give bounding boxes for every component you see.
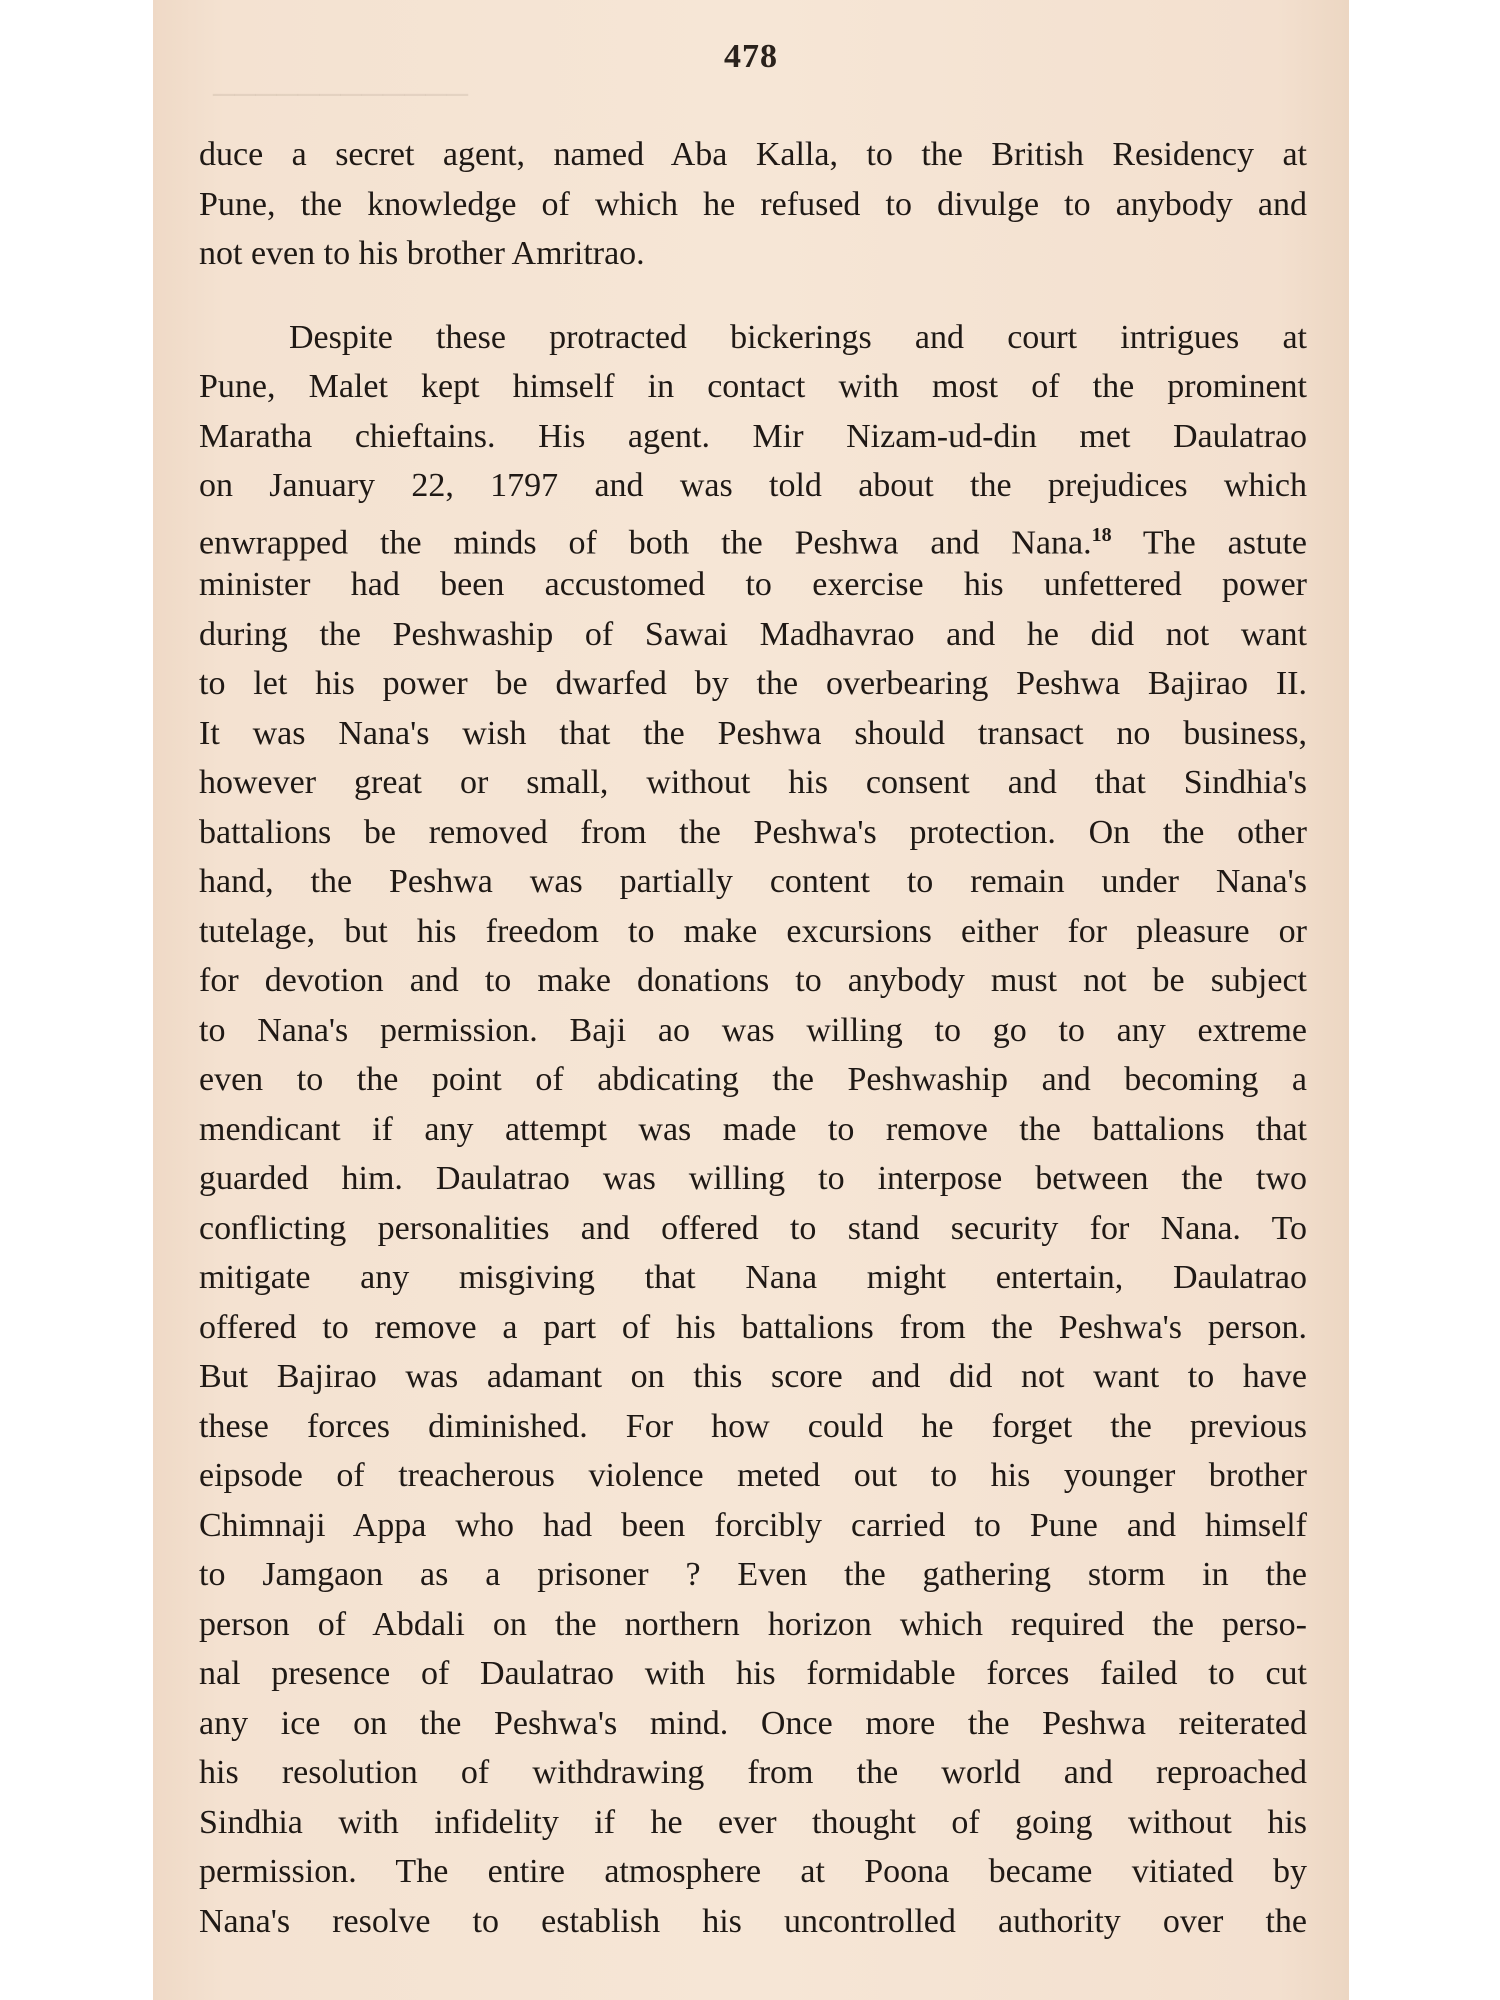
text-line: Nana's resolve to establish his uncontrolled authority over the xyxy=(199,1902,1307,1940)
text-line-with-footnote xyxy=(199,511,1307,561)
text-line: these forces diminished. For how could he forget the previous xyxy=(199,1407,1307,1445)
text-line: Pune, Malet kept himself in contact with most of the prominent xyxy=(199,368,1307,405)
text-line: Pune, the knowledge of which he refused to divulge to anybody and xyxy=(199,185,1307,223)
text-line: Despite these protracted bickerings and court intrigues at xyxy=(289,318,1307,356)
body-text xyxy=(199,130,1307,1946)
text-line: But Bajirao was adamant on this score and did not want to have xyxy=(199,1358,1307,1395)
text-line: eipsode of treacherous violence meted out to his younger brother xyxy=(199,1457,1307,1494)
text-line: however great or small, without his consent and that Sindhia's xyxy=(199,764,1307,801)
text-line: offered to remove a part of his battalions from the Peshwa's person. xyxy=(199,1308,1307,1346)
text-line: for devotion and to make donations to anybody must not be subject xyxy=(199,962,1307,999)
text-line: permission. The entire atmosphere at Poona became vitiated by xyxy=(199,1853,1307,1890)
page-number: 478 xyxy=(724,38,778,75)
text-line: to let his power be dwarfed by the overbearing Peshwa Bajirao II. xyxy=(199,665,1307,702)
text-line: mendicant if any attempt was made to remove the battalions that xyxy=(199,1110,1307,1148)
text-line: guarded him. Daulatrao was willing to interpose between the two xyxy=(199,1160,1307,1197)
text-line: Sindhia with infidelity if he ever thought of going without his xyxy=(199,1803,1307,1841)
line-text-tail: The astute xyxy=(1142,523,1307,561)
footnote-reference: 18 xyxy=(1091,523,1112,546)
text-line: hand, the Peshwa was partially content to remain under Nana's xyxy=(199,863,1307,900)
text-line: nal presence of Daulatrao with his formidable forces failed to cut xyxy=(199,1655,1307,1692)
text-line: not even to his brother Amritrao. xyxy=(199,235,645,272)
text-line: to Jamgaon as a prisoner ? Even the gathering storm in the xyxy=(199,1556,1307,1593)
text-line: to Nana's permission. Baji ao was willing to go to any extreme xyxy=(199,1011,1307,1049)
book-page xyxy=(153,0,1349,2000)
text-line: duce a secret agent, named Aba Kalla, to the British Residency at xyxy=(199,136,1307,173)
text-line: any ice on the Peshwa's mind. Once more the Peshwa reiterated xyxy=(199,1704,1307,1742)
text-line: mitigate any misgiving that Nana might entertain, Daulatrao xyxy=(199,1259,1307,1296)
text-line: minister had been accustomed to exercise his unfettered power xyxy=(199,566,1307,603)
text-line: battalions be removed from the Peshwa's protection. On the other xyxy=(199,813,1307,851)
text-line: Chimnaji Appa who had been forcibly carried to Pune and himself xyxy=(199,1506,1307,1544)
text-line: even to the point of abdicating the Peshwaship and becoming a xyxy=(199,1061,1307,1098)
text-line: conflicting personalities and offered to stand security for Nana. To xyxy=(199,1209,1307,1247)
paragraph-gap xyxy=(199,279,1307,313)
text-line: during the Peshwaship of Sawai Madhavrao and he did not want xyxy=(199,615,1307,653)
text-line: on January 22, 1797 and was told about the prejudices which xyxy=(199,467,1307,504)
text-line: Maratha chieftains. His agent. Mir Nizam-ud-din met Daulatrao xyxy=(199,417,1307,455)
text-line: person of Abdali on the northern horizon which required the perso- xyxy=(199,1605,1307,1643)
text-line: It was Nana's wish that the Peshwa should transact no business, xyxy=(199,714,1307,752)
text-line: tutelage, but his freedom to make excursions either for pleasure or xyxy=(199,912,1307,950)
text-line: his resolution of withdrawing from the world and reproached xyxy=(199,1754,1307,1791)
line-text: enwrapped the minds of both the Peshwa and Nana. xyxy=(199,523,1092,561)
show-through-text: ──────────── xyxy=(213,78,469,111)
